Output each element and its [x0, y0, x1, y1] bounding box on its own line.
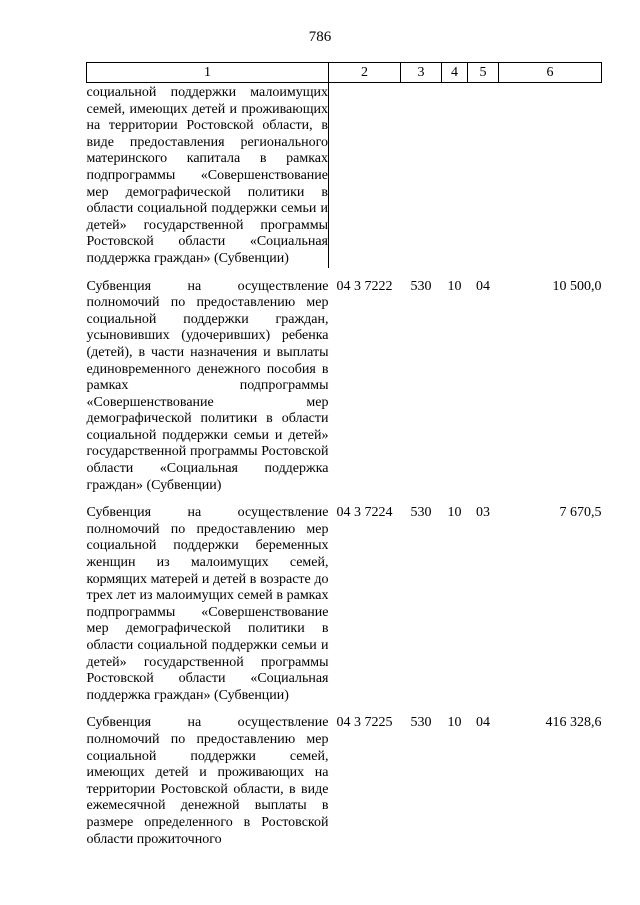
- column-header-target-article: 2: [329, 63, 401, 83]
- row-description: социальной поддержки малоимущих семей, имеющих детей и проживающих на территории Ростовской области, в виде предоставления регионального материнского капитала в рамках подпрограммы «Совершенствование мер демографической политики в области социальной поддержки семьи и детей» государственной программы Ростовской области «Социальная поддержка граждан» (Субвенции): [86, 85, 328, 266]
- row-subsection: [468, 83, 499, 268]
- row-description: Субвенция на осуществление полномочий по предоставлению мер социальной поддержки семей, имеющих детей и проживающих на территории Ростовской области, в виде ежемесячной денежной выплаты в размере определенного в Ростовской области прожиточного: [86, 715, 329, 847]
- row-description: Субвенция на осуществление полномочий по предоставлению мер социальной поддержки граждан, усыновивших (удочеривших) ребенка (детей), в части назначения и выплаты единовременного денежного пособия в рамках подпрограммы «Совершенствование мер демографической политики в области социальной поддержки семьи и детей» государственной программы Ростовской области «Социальная поддержка граждан» (Субвенции): [86, 278, 329, 493]
- row-target-article: 04 3 7222: [336, 278, 393, 294]
- row-target-article: [329, 83, 401, 268]
- row-section: [442, 83, 468, 268]
- row-description: Субвенция на осуществление полномочий по предоставлению мер социальной поддержки беременных женщин из малоимущих семей, кормящих матерей и детей в возрасте до трех лет из малоимущих семей в рамках подпрограммы «Совершенствование мер демографической политики в области социальной поддержки семьи и детей» государственной программы Ростовской области «Социальная поддержка граждан» (Субвенции): [86, 505, 329, 703]
- row-amount: 416 328,6: [545, 715, 602, 731]
- row-section: 10: [447, 278, 462, 294]
- column-header-subsection: 5: [468, 63, 499, 83]
- column-header-amount: 6: [499, 63, 602, 83]
- row-subsection: 03: [476, 505, 490, 521]
- column-header-expense-type: 3: [401, 63, 442, 83]
- row-amount: 7 670,5: [559, 505, 602, 521]
- row-subsection: 04: [476, 278, 490, 294]
- row-section: 10: [447, 715, 462, 731]
- table-row: [87, 268, 602, 495]
- row-expense-type: 530: [410, 278, 432, 294]
- row-amount: 10 500,0: [552, 278, 602, 294]
- row-target-article: 04 3 7225: [336, 715, 393, 731]
- table-row: [87, 494, 602, 704]
- table-header-row: [87, 63, 602, 83]
- row-subsection: 04: [476, 715, 490, 731]
- column-header-section: 4: [442, 63, 468, 83]
- row-target-article: 04 3 7224: [336, 505, 393, 521]
- row-expense-type: [401, 83, 442, 268]
- column-header-description: 1: [87, 63, 329, 83]
- row-expense-type: 530: [410, 505, 432, 521]
- budget-table: [86, 62, 602, 848]
- table-row: [87, 704, 602, 848]
- row-section: 10: [447, 505, 462, 521]
- page-number: 786: [308, 29, 332, 45]
- table-row: [87, 83, 602, 268]
- row-amount: [499, 83, 602, 268]
- row-expense-type: 530: [410, 715, 432, 731]
